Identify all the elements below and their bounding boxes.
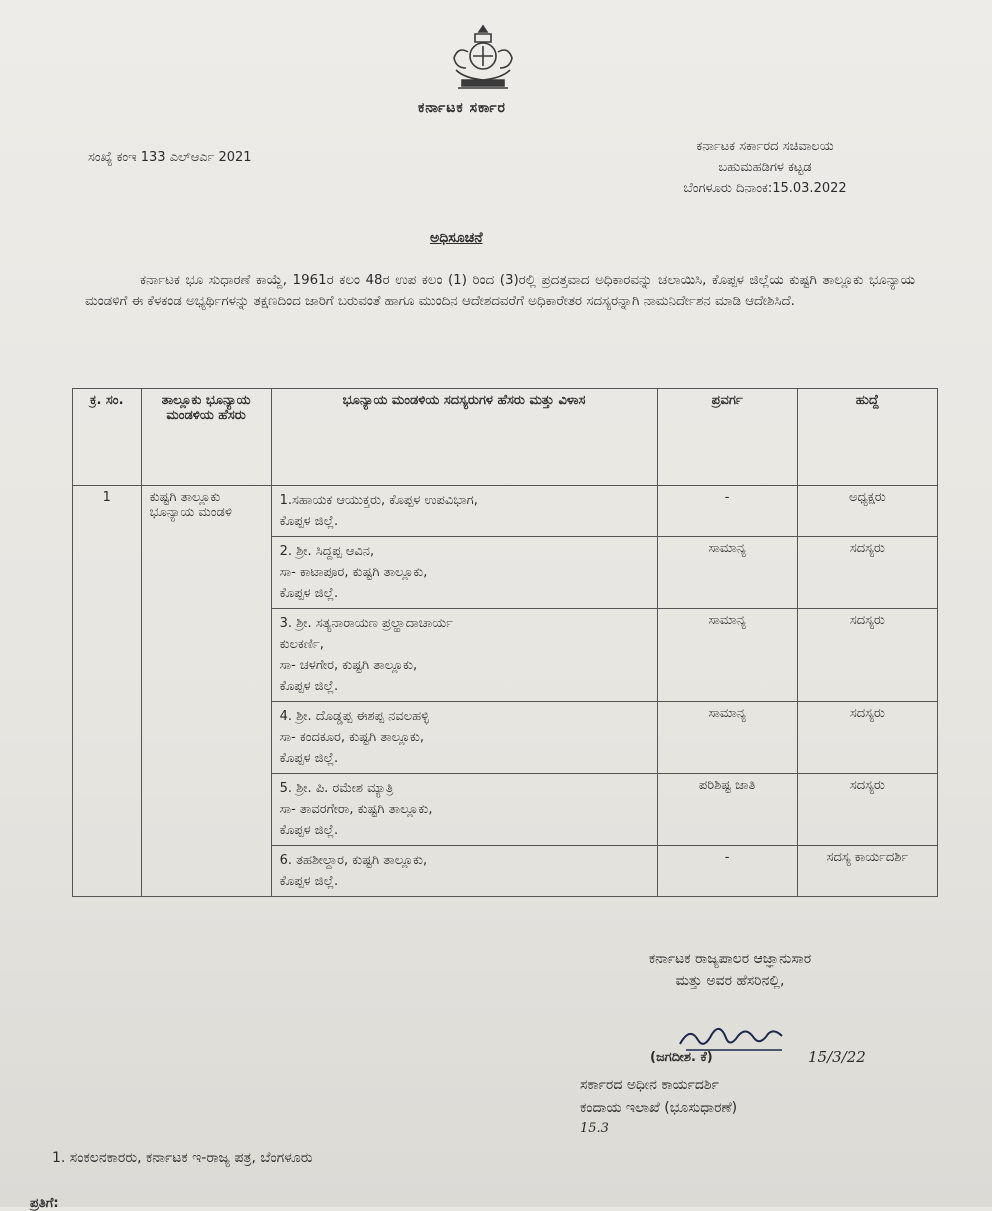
signatory-name: (ಜಗದೀಶ. ಕೆ): [650, 1050, 713, 1065]
member-line: 3. ಶ್ರೀ. ಸತ್ಯನಾರಾಯಣ ಪ್ರಲ್ಹಾದಾಚಾರ್ಯ: [279, 616, 453, 631]
government-name: ಕರ್ನಾಟಕ ಸರ್ಕಾರ: [418, 100, 506, 116]
signature-date: 15/3/22: [808, 1048, 866, 1066]
copy-to-label: ಪ್ರತಿಗೆ:: [30, 1196, 59, 1211]
member-line: ಸಾ- ಕಾಟಾಪೂರ, ಕುಷ್ಟಗಿ ತಾಲ್ಲೂಕು,: [279, 565, 428, 580]
member-line: ಕುಲಕರ್ಣಿ,: [279, 637, 324, 652]
member-name-cell: [271, 774, 657, 846]
member-line: ಕೊಪ್ಪಳ ಜಿಲ್ಲೆ.: [279, 586, 339, 601]
member-line: ಕೊಪ್ಪಳ ಜಿಲ್ಲೆ.: [279, 679, 339, 694]
member-line: ಕೊಪ್ಪಳ ಜಿಲ್ಲೆ.: [279, 514, 339, 529]
member-name-cell: [271, 846, 657, 897]
office-line: ಕರ್ನಾಟಕ ಸರ್ಕಾರದ ಸಚಿವಾಲಯ: [696, 139, 834, 154]
member-name-cell: [271, 486, 657, 537]
governor-order: [565, 948, 895, 992]
karnataka-emblem-icon: [448, 22, 518, 94]
sl-no-cell: 1: [73, 486, 142, 897]
reference-number: ಸಂಖ್ಯೆ ಕಂಇ 133 ಎಲ್ಆರ್ಎ 2021: [88, 150, 252, 165]
member-line: ಸಾ- ಚಳಗೇರ, ಕುಷ್ಟಗಿ ತಾಲ್ಲೂಕು,: [279, 658, 418, 673]
designation-line: ಕಂದಾಯ ಇಲಾಖೆ (ಭೂಸುಧಾರಣೆ): [580, 1100, 738, 1116]
member-line: ಕೊಪ್ಪಳ ಜಿಲ್ಲೆ.: [279, 751, 339, 766]
member-line: 1.ಸಹಾಯಕ ಆಯುಕ್ತರು, ಕೊಪ್ಪಳ ಉಪವಿಭಾಗ,: [279, 493, 478, 508]
member-name-cell: [271, 537, 657, 609]
category-cell: -: [657, 486, 797, 537]
member-line: 2. ಶ್ರೀ. ಸಿದ್ದಪ್ಪ ಆವಿನ,: [279, 544, 375, 559]
member-line: ಕೊಪ್ಪಳ ಜಿಲ್ಲೆ.: [279, 823, 339, 838]
member-line: ಸಾ- ಕಂದಕೂರ, ಕುಷ್ಟಗಿ ತಾಲ್ಲೂಕು,: [279, 730, 425, 745]
member-line: 6. ತಹಶೀಲ್ದಾರ, ಕುಷ್ಟಗಿ ತಾಲ್ಲೂಕು,: [279, 853, 428, 868]
office-line: ಬಹುಮಹಡಿಗಳ ಕಟ್ಟಡ: [718, 160, 812, 175]
category-cell: ಪರಿಶಿಷ್ಟ ಜಾತಿ: [657, 774, 797, 846]
designation-cell: ಸದಸ್ಯರು: [797, 609, 937, 702]
initial-note: 15.3: [580, 1121, 609, 1136]
designation-line: ಸರ್ಕಾರದ ಅಧೀನ ಕಾರ್ಯದರ್ಶಿ: [580, 1077, 719, 1093]
member-line: 4. ಶ್ರೀ. ದೊಡ್ಡಪ್ಪ ಈಶಪ್ಪ ನವಲಹಳ್ಳಿ: [279, 709, 430, 724]
header-sl-no: ಕ್ರ. ಸಂ.: [73, 389, 142, 486]
category-cell: ಸಾಮಾನ್ಯ: [657, 609, 797, 702]
member-line: 5. ಶ್ರೀ. ಪಿ. ರಮೇಶ ಮ್ಯಾತ್ರಿ: [279, 781, 394, 796]
member-line: ಕೊಪ್ಪಳ ಜಿಲ್ಲೆ.: [279, 874, 339, 889]
order-line: ಕರ್ನಾಟಕ ರಾಜ್ಯಪಾಲರ ಆಜ್ಞಾನುಸಾರ: [648, 951, 812, 967]
category-cell: -: [657, 846, 797, 897]
designation-cell: ಸದಸ್ಯ ಕಾರ್ಯದರ್ಶಿ: [797, 846, 937, 897]
designation-cell: ಸದಸ್ಯರು: [797, 702, 937, 774]
category-cell: ಸಾಮಾನ್ಯ: [657, 702, 797, 774]
member-line: ಸಾ- ತಾವರಗೇರಾ, ಕುಷ್ಟಗಿ ತಾಲ್ಲೂಕು,: [279, 802, 433, 817]
designation-cell: ಅಧ್ಯಕ್ಷರು: [797, 486, 937, 537]
member-name-cell: [271, 609, 657, 702]
header-category: ಪ್ರವರ್ಗ: [657, 389, 797, 486]
designation-cell: ಸದಸ್ಯರು: [797, 774, 937, 846]
board-name-cell: ಕುಷ್ಟಗಿ ತಾಲ್ಲೂಕು ಭೂನ್ಯಾಯ ಮಂಡಳಿ: [141, 486, 271, 897]
table-row: [73, 486, 938, 537]
office-address: [640, 136, 890, 199]
copy-recipient: 1. ಸಂಕಲನಕಾರರು, ಕರ್ನಾಟಕ ಇ-ರಾಜ್ಯ ಪತ್ರ, ಬೆಂಗಳೂರು: [52, 1150, 313, 1166]
table-header-row: [73, 389, 938, 486]
members-table: [72, 388, 938, 897]
office-date: ಬೆಂಗಳೂರು ದಿನಾಂಕ:15.03.2022: [683, 181, 847, 196]
designation-cell: ಸದಸ್ಯರು: [797, 537, 937, 609]
order-line: ಮತ್ತು ಅವರ ಹೆಸರಿನಲ್ಲಿ,: [675, 973, 785, 989]
notification-body: ಕರ್ನಾಟಕ ಭೂ ಸುಧಾರಣೆ ಕಾಯ್ದೆ, 1961ರ ಕಲಂ 48ರ ಉಪ ಕಲಂ (1) ರಿಂದ (3)ರಲ್ಲಿ ಪ್ರದತ್ತವಾದ ಅಧಿಕಾರವನ್ನು ಚಲಾಯಿಸಿ, ಕೊಪ್ಪಳ ಜಿಲ್ಲೆಯ ಕುಷ್ಟಗಿ ತಾಲ್ಲೂಕು ಭೂನ್ಯಾಯ ಮಂಡಳಿಗೆ ಈ ಕೆಳಕಂಡ ಅಭ್ಯರ್ಥಿಗಳನ್ನು ತಕ್ಷಣದಿಂದ ಜಾರಿಗೆ ಬರುವಂತೆ ಹಾಗೂ ಮುಂದಿನ ಆದೇಶದವರೆಗೆ ಅಧಿಕಾರೇತರ ಸದಸ್ಯರನ್ನಾಗಿ ನಾಮನಿರ್ದೇಶನ ಮಾಡಿ ಆದೇಶಿಸಿದೆ.: [85, 273, 915, 309]
signatory-designation: [580, 1074, 737, 1120]
member-name-cell: [271, 702, 657, 774]
header-board-name: ತಾಲ್ಲೂಕು ಭೂನ್ಯಾಯ ಮಂಡಳಿಯ ಹೆಸರು: [141, 389, 271, 486]
category-cell: ಸಾಮಾನ್ಯ: [657, 537, 797, 609]
header-member-name: ಭೂನ್ಯಾಯ ಮಂಡಳಿಯ ಸದಸ್ಯರುಗಳ ಹೆಸರು ಮತ್ತು ವಿಳಾಸ: [271, 389, 657, 486]
header-designation: ಹುದ್ದೆ: [797, 389, 937, 486]
notification-title: ಅಧಿಸೂಚನೆ: [430, 230, 483, 246]
